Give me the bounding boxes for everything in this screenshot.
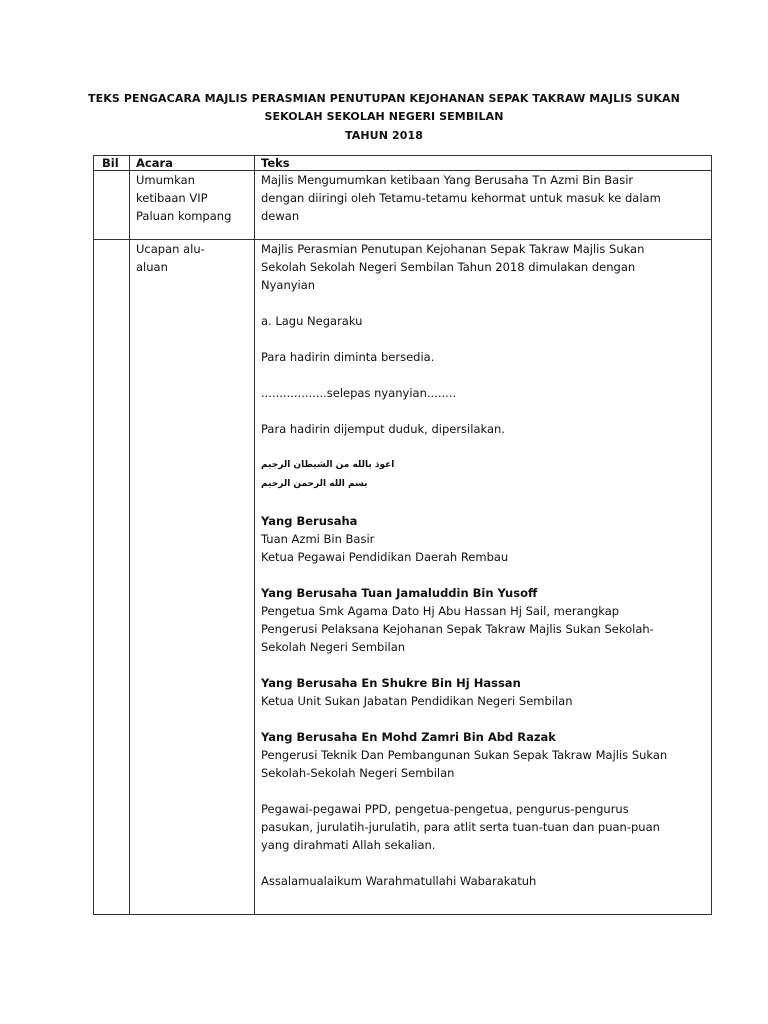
acara-line: Paluan kompang [136, 209, 232, 223]
intro-line: Sekolah Sekolah Negeri Sembilan Tahun 2018 dimulakan dengan [261, 260, 636, 274]
vip-line: Sekolah-Sekolah Negeri Sembilan [261, 766, 455, 780]
acara-line: Ucapan alu- [136, 242, 205, 256]
row2-acara [130, 240, 255, 915]
lagu-negaraku: a. Lagu Negaraku [261, 314, 363, 328]
teks-line: dengan diiringi oleh Tetamu-tetamu kehormat untuk masuk ke dalam [261, 191, 661, 205]
row1-acara [130, 171, 255, 240]
vip-line: Ketua Unit Sukan Jabatan Pendidikan Negeri Sembilan [261, 694, 573, 708]
instruction-selepas: ..................selepas nyanyian........ [261, 386, 457, 400]
row1-bil [94, 171, 130, 240]
instruction-bersedia: Para hadirin diminta bersedia. [261, 350, 435, 364]
pegawai-line: Pegawai-pegawai PPD, pengetua-pengetua, pengurus-pengurus [261, 802, 629, 816]
table-row [94, 240, 712, 915]
salam: Assalamualaikum Warahmatullahi Wabarakatuh [261, 874, 537, 888]
program-table [93, 155, 712, 915]
table-row [94, 171, 712, 240]
vip-title: Yang Berusaha En Shukre Bin Hj Hassan [261, 676, 521, 690]
acara-line: ketibaan VIP [136, 191, 208, 205]
row2-teks [255, 240, 712, 915]
vip-title: Yang Berusaha Tuan Jamaluddin Bin Yusoff [261, 586, 538, 600]
document-title-line-2: SEKOLAH SEKOLAH NEGERI SEMBILAN [264, 110, 504, 123]
row2-bil [94, 240, 130, 915]
teks-line: Majlis Mengumumkan ketibaan Yang Berusaha Tn Azmi Bin Basir [261, 173, 634, 187]
vip-title: Yang Berusaha En Mohd Zamri Bin Abd Razak [261, 730, 556, 744]
vip-line: Pengerusi Teknik Dan Pembangunan Sukan Sepak Takraw Majlis Sukan [261, 748, 668, 762]
document-title-line-1: TEKS PENGACARA MAJLIS PERASMIAN PENUTUPAN KEJOHANAN SEPAK TAKRAW MAJLIS SUKAN [88, 92, 680, 105]
header-teks: Teks [255, 156, 712, 171]
vip-line: Sekolah Negeri Sembilan [261, 640, 406, 654]
arabic-taawwuz: اعوذ بالله من الشيطان الرجيم [261, 460, 395, 470]
vip-line: Pengerusi Pelaksana Kejohanan Sepak Takraw Majlis Sukan Sekolah- [261, 622, 654, 636]
intro-line: Nyanyian [261, 278, 316, 292]
vip-line: Ketua Pegawai Pendidikan Daerah Rembau [261, 550, 509, 564]
header-bil: Bil [94, 156, 130, 171]
intro-line: Majlis Perasmian Penutupan Kejohanan Sepak Takraw Majlis Sukan [261, 242, 645, 256]
teks-line: dewan [261, 209, 300, 223]
acara-line: Umumkan [136, 173, 195, 187]
vip-title: Yang Berusaha [261, 514, 358, 528]
pegawai-line: pasukan, jurulatih-jurulatih, para atlit serta tuan-tuan dan puan-puan [261, 820, 660, 834]
vip-line: Tuan Azmi Bin Basir [261, 532, 375, 546]
table-header-row [94, 156, 712, 171]
vip-line: Pengetua Smk Agama Dato Hj Abu Hassan Hj Sail, merangkap [261, 604, 620, 618]
document-title-year: TAHUN 2018 [345, 129, 423, 142]
row1-teks [255, 171, 712, 240]
acara-line: aluan [136, 260, 168, 274]
header-acara: Acara [130, 156, 255, 171]
arabic-basmalah: بسم الله الرحمن الرحيم [261, 479, 368, 489]
pegawai-line: yang dirahmati Allah sekalian. [261, 838, 436, 852]
instruction-duduk: Para hadirin dijemput duduk, dipersilakan. [261, 422, 505, 436]
